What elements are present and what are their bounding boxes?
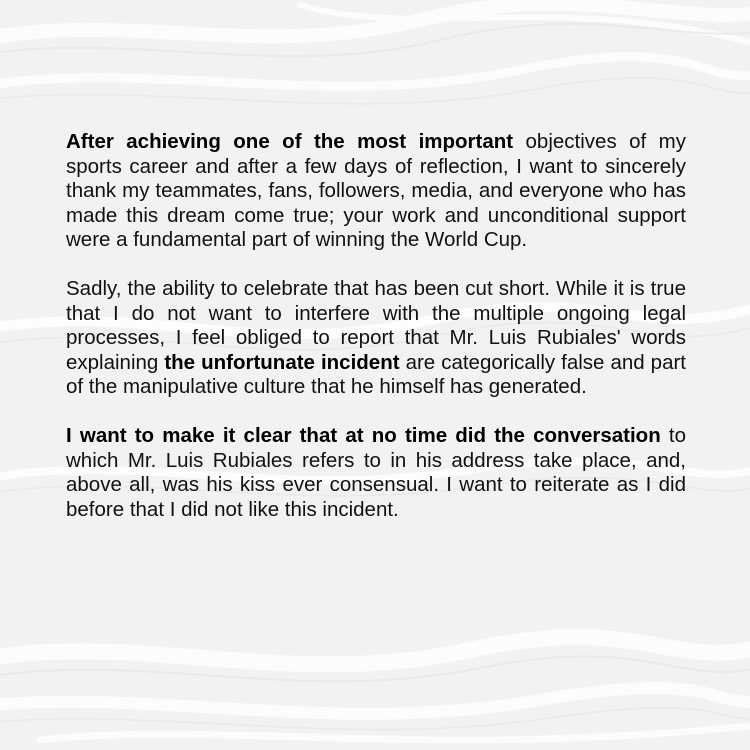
paragraph-2-text-after: are categorically false and part of the manipulative culture that he himself has generated. [66, 350, 686, 398]
paragraph-1-text: objectives of my sports career and after a few days of reflection, I want to sincerely thank my teammates, fans, followers, media, and everyone who has made this dream come true; your work and unconditional support were a fundamental part of winning the World Cup. [66, 130, 686, 251]
paragraph-1-bold-lead: After achieving one of the most important [66, 130, 514, 153]
paragraph-2 [66, 277, 686, 400]
paragraph-2-text-before: Sadly, the ability to celebrate that has been cut short. While it is true that I do not want to interfere with the multiple ongoing legal processes, I feel obliged to report that Mr. Luis Rubiales' words explaining [66, 277, 686, 374]
paragraph-1 [66, 130, 686, 253]
statement-text [66, 130, 686, 522]
paragraph-3-text: to which Mr. Luis Rubiales refers to in his address take place, and, above all, was his kiss ever consensual. I want to reiterate as I did before that I did not like this incident. [66, 424, 686, 521]
paragraph-2-bold-phrase: the unfortunate incident [164, 350, 400, 374]
paragraph-3-bold-lead: I want to make it clear that at no time did the conversation [66, 424, 661, 447]
paragraph-3 [66, 424, 686, 522]
